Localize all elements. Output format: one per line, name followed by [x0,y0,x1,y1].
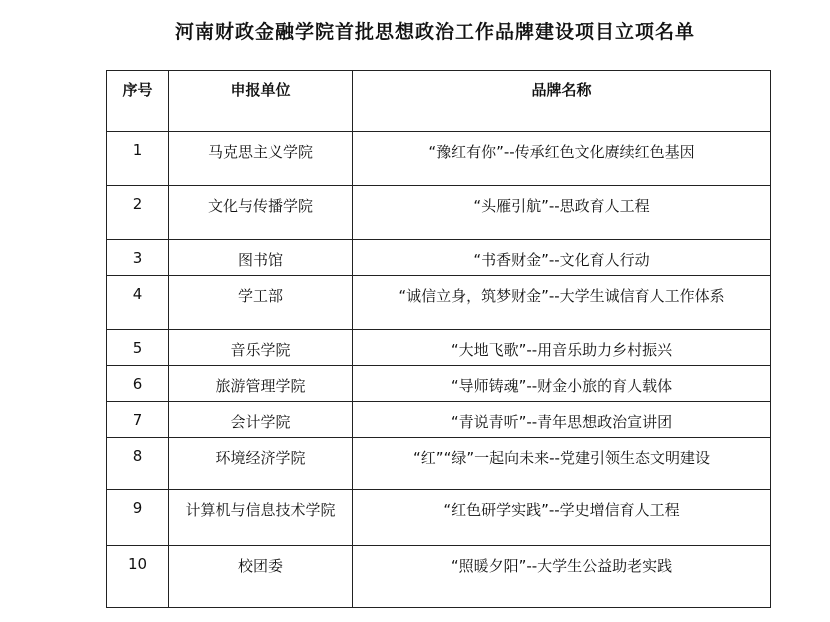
table-row [107,330,771,366]
table-row [107,402,771,438]
row-brand: “头雁引航”--思政育人工程 [353,186,771,240]
row-brand: “诚信立身，筑梦财金”--大学生诚信育人工作体系 [353,276,771,330]
project-list-table [106,70,771,608]
table-row [107,438,771,490]
table-row [107,366,771,402]
row-brand: “豫红有你”--传承红色文化赓续红色基因 [353,132,771,186]
header-brand: 品牌名称 [353,71,771,132]
row-number: 4 [107,276,169,330]
table-row [107,186,771,240]
table-row [107,240,771,276]
row-unit: 会计学院 [169,402,353,438]
row-unit: 旅游管理学院 [169,366,353,402]
row-unit: 环境经济学院 [169,438,353,490]
row-unit: 学工部 [169,276,353,330]
row-number: 3 [107,240,169,276]
document-title: 河南财政金融学院首批思想政治工作品牌建设项目立项名单 [174,21,695,43]
row-unit: 计算机与信息技术学院 [169,490,353,546]
row-number: 2 [107,186,169,240]
row-brand: “导师铸魂”--财金小旅的育人载体 [353,366,771,402]
row-unit: 马克思主义学院 [169,132,353,186]
table-header-row [107,71,771,132]
row-brand: “书香财金”--文化育人行动 [353,240,771,276]
row-unit: 文化与传播学院 [169,186,353,240]
row-brand: “红”“绿”一起向未来--党建引领生态文明建设 [353,438,771,490]
table-row [107,546,771,608]
table-row [107,132,771,186]
row-number: 6 [107,366,169,402]
header-unit: 申报单位 [169,71,353,132]
row-unit: 校团委 [169,546,353,608]
row-brand: “红色研学实践”--学史增信育人工程 [353,490,771,546]
table-row [107,490,771,546]
row-unit: 音乐学院 [169,330,353,366]
table-row [107,276,771,330]
row-number: 1 [107,132,169,186]
row-brand: “照暖夕阳”--大学生公益助老实践 [353,546,771,608]
row-number: 10 [107,546,169,608]
row-number: 9 [107,490,169,546]
row-number: 5 [107,330,169,366]
row-number: 7 [107,402,169,438]
header-number: 序号 [107,71,169,132]
row-brand: “大地飞歌”--用音乐助力乡村振兴 [353,330,771,366]
row-number: 8 [107,438,169,490]
row-brand: “青说青听”--青年思想政治宣讲团 [353,402,771,438]
row-unit: 图书馆 [169,240,353,276]
